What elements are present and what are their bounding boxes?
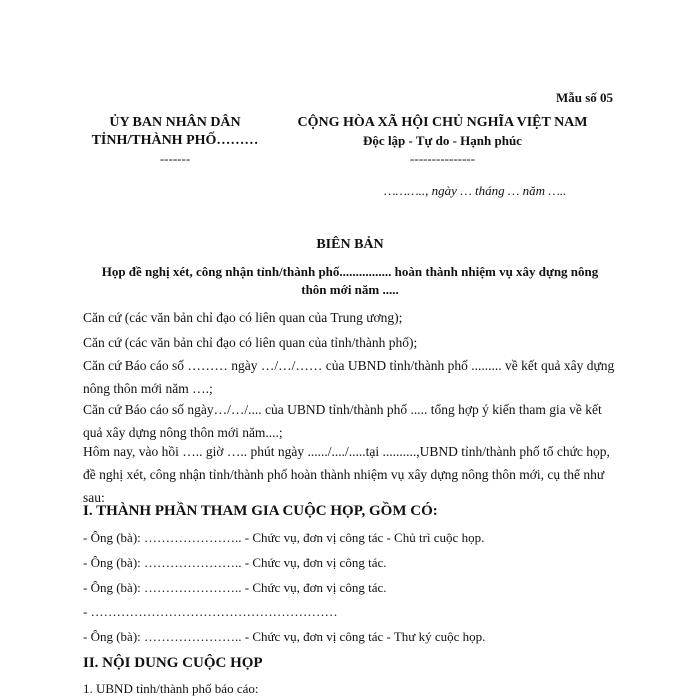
section-1-heading: I. THÀNH PHẦN THAM GIA CUỘC HỌP, GỒM CÓ: bbox=[83, 503, 438, 519]
participant-line: - Ông (bà): ………………….. - Chức vụ, đơn vị công tác. bbox=[83, 580, 387, 595]
section-2-item: 1. UBND tỉnh/thành phố báo cáo: bbox=[83, 681, 259, 696]
form-number: Mẫu số 05 bbox=[556, 90, 614, 105]
participant-line: - Ông (bà): ………………….. - Chức vụ, đơn vị công tác - Thư ký cuộc họp. bbox=[83, 629, 486, 644]
header-left-divider: ------- bbox=[159, 151, 191, 166]
header-right-divider: --------------- bbox=[410, 151, 475, 166]
header-left-agency: ỦY BAN NHÂN DÂN bbox=[109, 115, 241, 130]
participant-line: - Ông (bà): ………………….. - Chức vụ, đơn vị công tác. bbox=[83, 555, 387, 570]
header-right-motto: Độc lập - Tự do - Hạnh phúc bbox=[363, 133, 522, 148]
date-line: ……….., ngày … tháng … năm ….. bbox=[384, 183, 567, 198]
document-title: BIÊN BẢN bbox=[316, 237, 384, 252]
basis-paragraph: Căn cứ (các văn bản chỉ đạo có liên quan của tỉnh/thành phố); bbox=[83, 335, 418, 350]
document-subtitle-line1: Họp đề nghị xét, công nhận tỉnh/thành phố................ hoàn thành nhiệm vụ xây dựng nông bbox=[101, 264, 599, 279]
header-right-country: CỘNG HÒA XÃ HỘI CHỦ NGHĨA VIỆT NAM bbox=[297, 115, 588, 130]
participant-line: - Ông (bà): ………………….. - Chức vụ, đơn vị công tác - Chủ trì cuộc họp. bbox=[83, 530, 485, 545]
basis-paragraph: Căn cứ Báo cáo số ngày…/…/.... của UBND tỉnh/thành phố ..... tổng hợp ý kiến tham gia về kết quả xây dựng nông thôn mới năm....; bbox=[83, 402, 602, 440]
document-subtitle-line2: thôn mới năm ..... bbox=[301, 282, 399, 297]
basis-paragraph: Căn cứ (các văn bản chỉ đạo có liên quan của Trung ương); bbox=[83, 310, 403, 325]
intro-paragraph: Hôm nay, vào hồi ….. giờ ….. phút ngày ....../..../.....tại ..........,UBND tỉnh/thành phố tổ chức họp, đề nghị xét, công nhận tỉnh/thành phố hoàn thành nhiệm vụ xây dựng nông thôn mới, cụ thể như sau: bbox=[83, 444, 610, 505]
participant-line: - ………………………………………………… bbox=[83, 604, 338, 619]
basis-paragraph: Căn cứ Báo cáo số ……… ngày …/…/…… của UBND tỉnh/thành phố ......... về kết quả xây dựng nông thôn mới năm ….; bbox=[83, 358, 615, 396]
section-2-heading: II. NỘI DUNG CUỘC HỌP bbox=[83, 655, 263, 671]
header-left-province: TỈNH/THÀNH PHỐ……… bbox=[91, 133, 259, 148]
